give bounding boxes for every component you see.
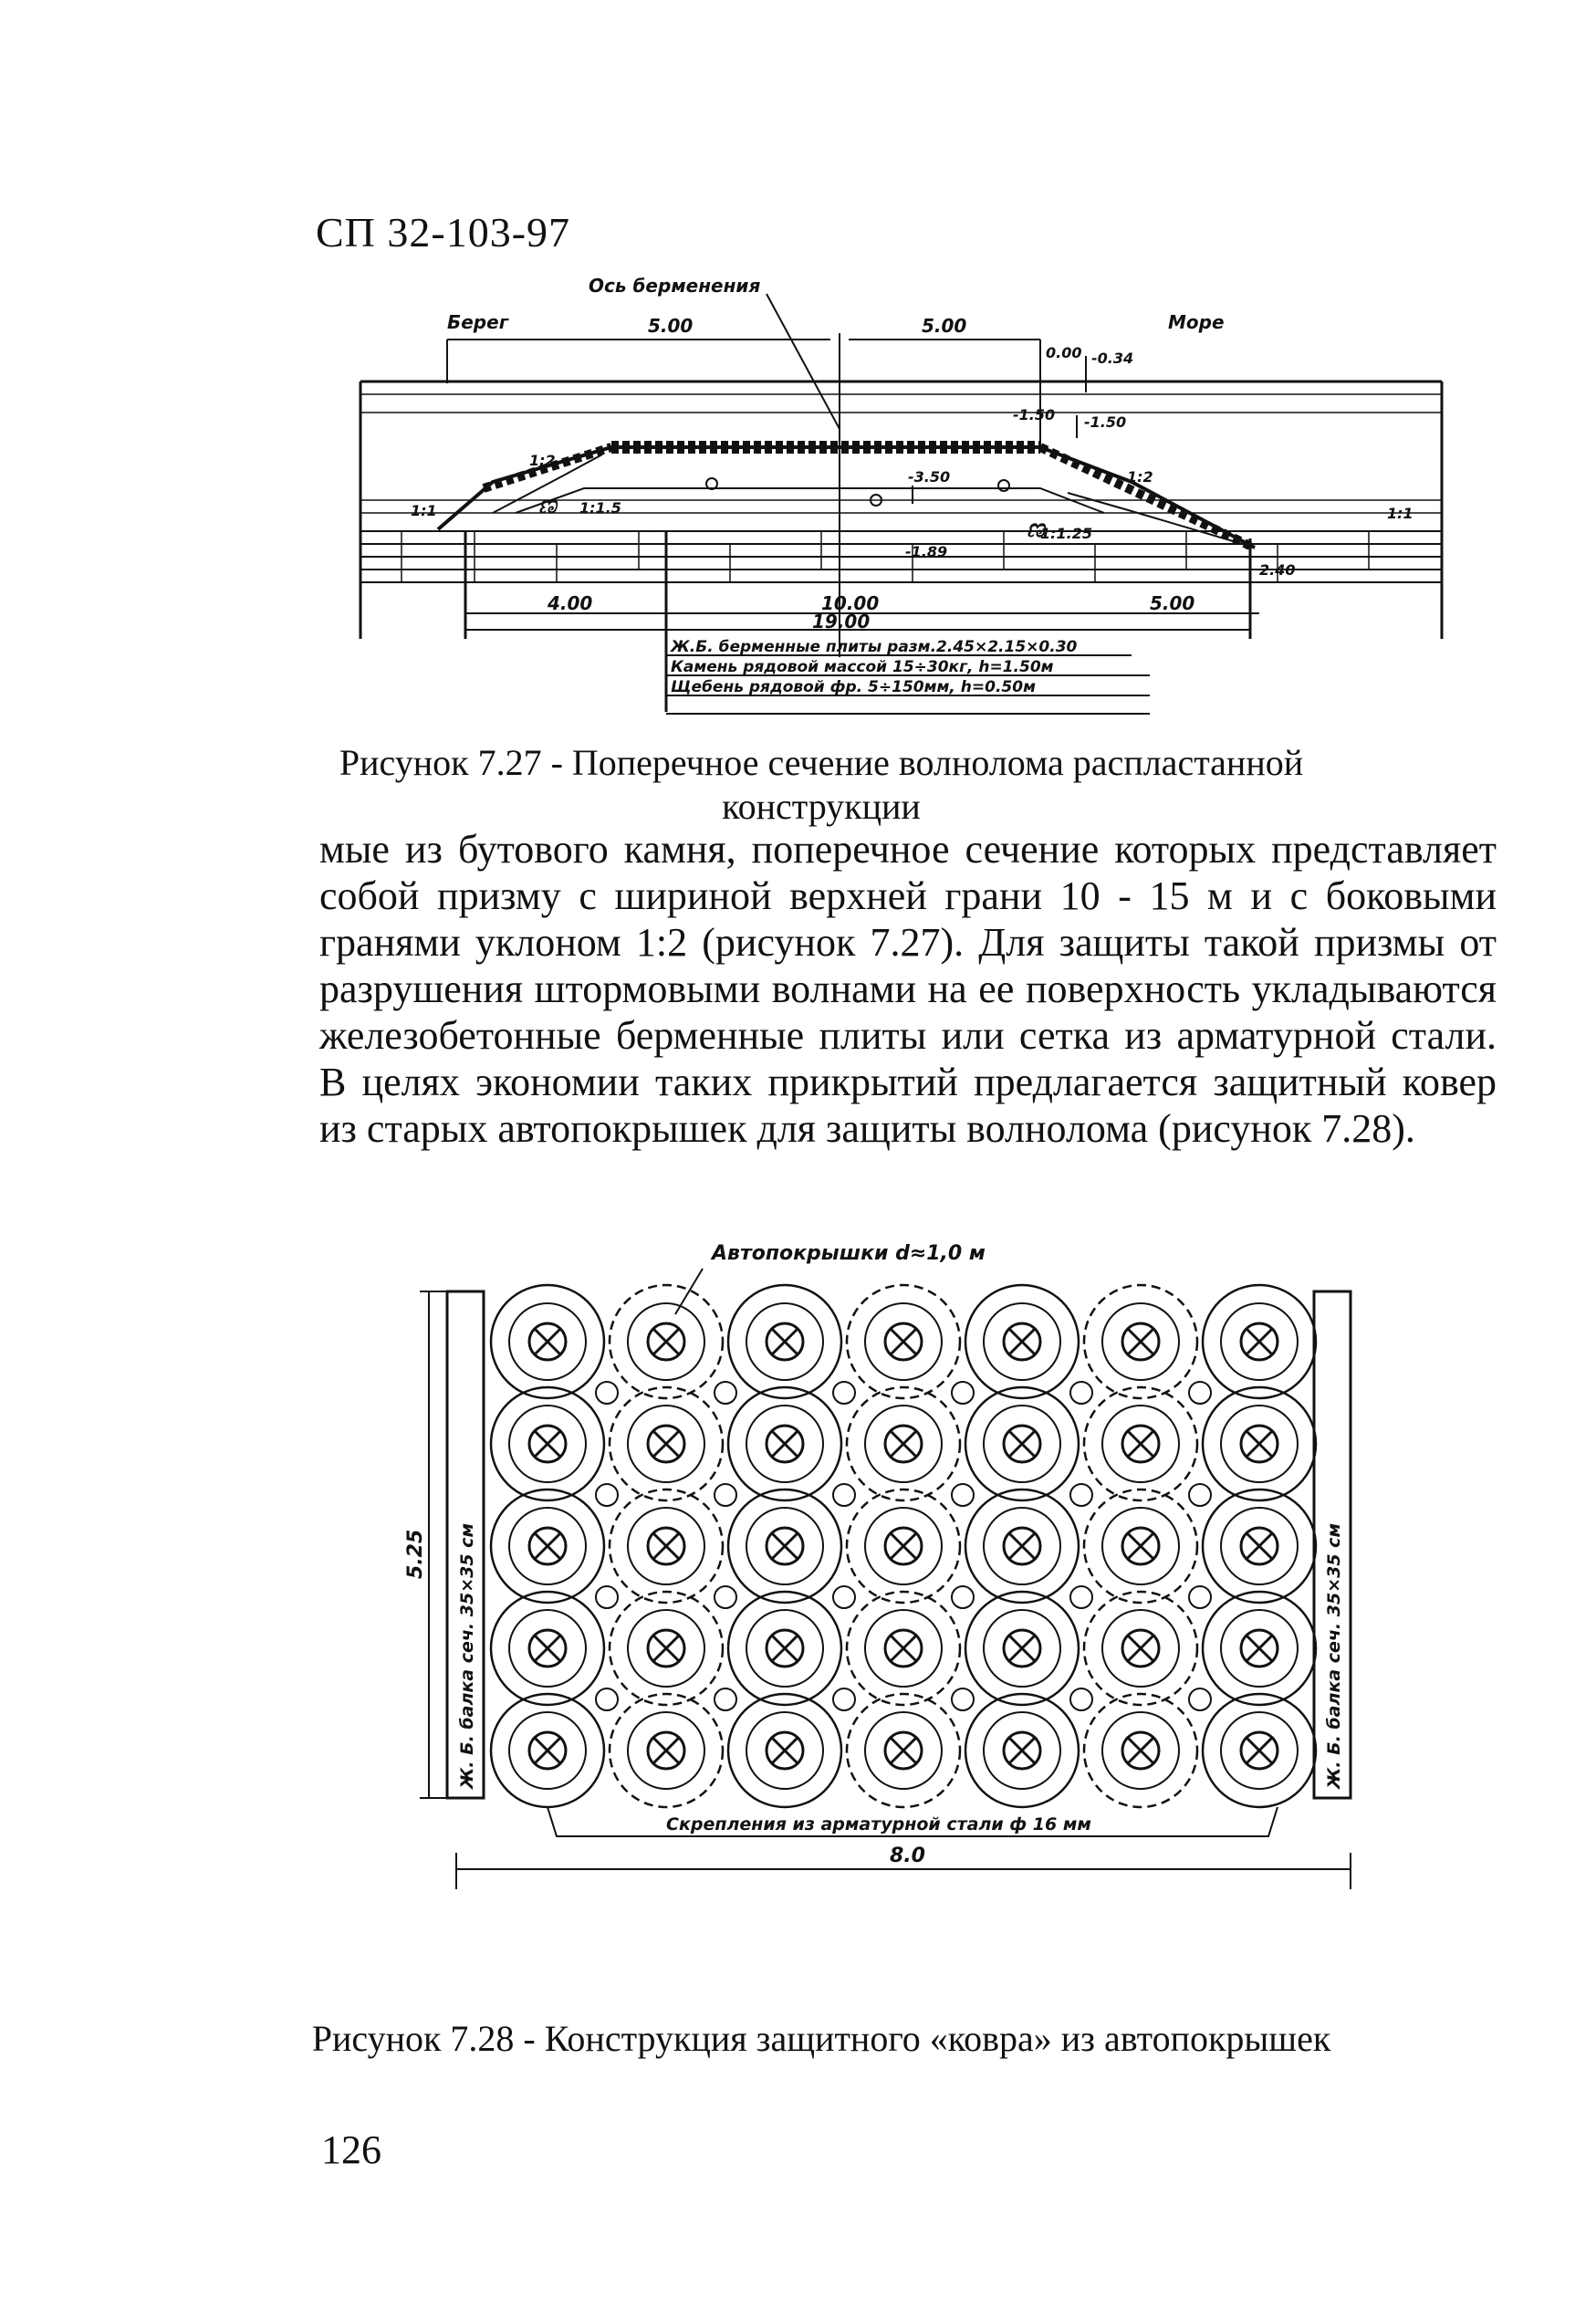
fig1-label-dim-right: 5.00 (922, 315, 967, 337)
tire (491, 1285, 604, 1398)
fig1-label-slope3: 1:2 (1127, 468, 1153, 486)
tie-ring (952, 1484, 974, 1506)
fig1-label-dim-left: 5.00 (648, 315, 694, 337)
fig1-label-level-mid: -3.50 (908, 468, 951, 486)
fig1-legend-2: Камень рядовой массой 15÷30кг, h=1.50м (671, 658, 1054, 676)
tire (1084, 1285, 1197, 1398)
tire (847, 1387, 960, 1500)
fig1-label-shore: Берег (447, 311, 509, 333)
fig1-label-sea: Море (1168, 311, 1225, 333)
tie-ring (596, 1382, 618, 1404)
tie-ring (833, 1484, 855, 1506)
document-code: СП 32-103-97 (316, 209, 571, 256)
tie-ring (1070, 1586, 1092, 1608)
fig1-legend-1: Ж.Б. берменные плиты разм.2.45×2.15×0.30 (671, 638, 1078, 656)
tire (965, 1694, 1079, 1807)
tire (728, 1285, 841, 1398)
fig1-label-slope2: 1:1.5 (579, 499, 621, 517)
tie-ring (952, 1688, 974, 1710)
tire (728, 1592, 841, 1705)
tire (965, 1592, 1079, 1705)
fig2-label-tires: Автопокрышки d≈1,0 м (712, 1242, 986, 1265)
fig2-label-beam-right: Ж. Б. балка сеч. 35×35 см (1324, 1523, 1344, 1789)
tire (1203, 1285, 1316, 1398)
tire (847, 1285, 960, 1398)
tire (1203, 1387, 1316, 1500)
tie-ring (596, 1484, 618, 1506)
svg-text:ಣ: ಣ (538, 489, 557, 519)
tire (491, 1694, 604, 1807)
fig1-label-axis: Ось берменения (589, 275, 761, 297)
tie-ring (596, 1688, 618, 1710)
tie-ring (1189, 1586, 1211, 1608)
tire (491, 1592, 604, 1705)
tire (1203, 1694, 1316, 1807)
fig1-label-dim-bottom-right: 5.00 (1150, 592, 1195, 614)
fig1-label-slope-end2: 1:1 (1387, 505, 1413, 522)
tire (965, 1489, 1079, 1603)
tire (491, 1387, 604, 1500)
tire (610, 1694, 723, 1807)
fig1-label-dim-total: 19.00 (812, 611, 871, 632)
fig1-label-dim-bottom-left: 4.00 (548, 592, 593, 614)
fig2-label-width: 8.0 (890, 1845, 925, 1867)
tie-ring (952, 1382, 974, 1404)
tire (610, 1285, 723, 1398)
fig1-label-note-pos: 2.40 (1259, 561, 1296, 579)
tire (847, 1592, 960, 1705)
fig1-label-slope4: 1:1.25 (1040, 525, 1093, 542)
tire (965, 1387, 1079, 1500)
tire (491, 1489, 604, 1603)
figure-tire-mat (402, 1223, 1460, 1935)
tie-ring (715, 1586, 736, 1608)
fig1-label-slope1: 1:2 (529, 452, 556, 469)
fig1-label-level3: -1.50 (1013, 406, 1056, 423)
page-number: 126 (321, 2127, 381, 2172)
tire (610, 1489, 723, 1603)
tie-ring (1070, 1382, 1092, 1404)
tie-ring (715, 1382, 736, 1404)
figure-7-27-caption: Рисунок 7.27 - Поперечное сечение волнолома распластанной конструкции (339, 742, 1304, 827)
fig1-label-slope-end1: 1:1 (411, 502, 437, 519)
tire (965, 1285, 1079, 1398)
fig1-legend-3: Щебень рядовой фр. 5÷150мм, h=0.50м (671, 678, 1036, 696)
tire (610, 1592, 723, 1705)
tire (1084, 1592, 1197, 1705)
body-paragraph: мые из бутового камня, поперечное сечение которых представляет собой призму с шириной верхней грани 10 - 15 м и с боковыми гранями уклоном 1:2 (рисунок 7.27). Для защиты такой призмы от разрушения штормовыми волнами на ее поверхность укладываются железобетонные берменные плиты или сетка из арматурной стали. В целях экономии таких прикрытий предлагается защитный ковер из старых автопокрышек для защиты волнолома (рисунок 7.28). (319, 827, 1497, 1151)
tie-ring (952, 1586, 974, 1608)
fig2-label-beam-left: Ж. Б. балка сеч. 35×35 см (457, 1523, 477, 1789)
tie-ring (1070, 1484, 1092, 1506)
tie-ring (1070, 1688, 1092, 1710)
fig1-label-level-low: -1.89 (905, 543, 948, 560)
fig2-label-ties: Скрепления из арматурной стали ф 16 мм (666, 1814, 1091, 1834)
tie-ring (715, 1484, 736, 1506)
tire (1084, 1387, 1197, 1500)
svg-text:ಣ: ಣ (1027, 513, 1045, 543)
fig2-label-height: 5.25 (404, 1529, 427, 1579)
tire (1084, 1489, 1197, 1603)
tire (728, 1694, 841, 1807)
fig1-label-level1: 0.00 (1046, 344, 1082, 361)
fig1-label-dim-bottom-mid: 10.00 (821, 592, 880, 614)
tie-ring (833, 1382, 855, 1404)
tie-ring (833, 1586, 855, 1608)
tire (1203, 1592, 1316, 1705)
tire (847, 1489, 960, 1603)
tire (1084, 1694, 1197, 1807)
tie-ring (1189, 1688, 1211, 1710)
tire (728, 1489, 841, 1603)
figure-breakwater-section (347, 274, 1460, 730)
fig1-label-level2: -0.34 (1091, 350, 1134, 367)
tire (610, 1387, 723, 1500)
tire (1203, 1489, 1316, 1603)
tire-grid (491, 1285, 1316, 1807)
tie-ring (715, 1688, 736, 1710)
tie-ring (596, 1586, 618, 1608)
tire (847, 1694, 960, 1807)
fig1-label-level4: -1.50 (1084, 413, 1127, 431)
figure-7-28-caption: Рисунок 7.28 - Конструкция защитного «ковра» из автопокрышек (311, 2018, 1331, 2059)
tire (728, 1387, 841, 1500)
tie-ring (833, 1688, 855, 1710)
tie-ring (1189, 1484, 1211, 1506)
tie-ring (1189, 1382, 1211, 1404)
